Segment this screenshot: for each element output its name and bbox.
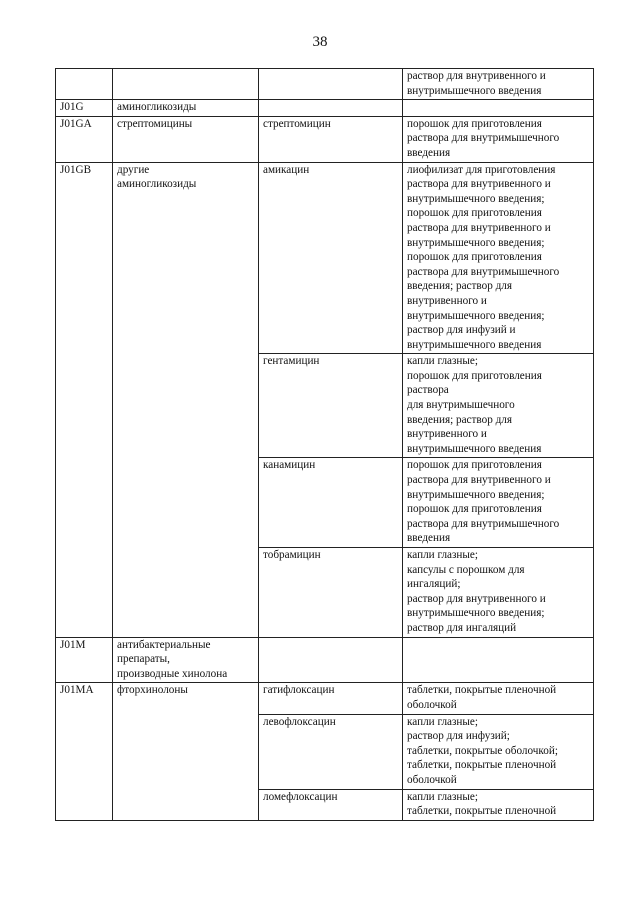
drug-name-cell: амикацин — [259, 162, 403, 354]
atc-code-cell: J01GA — [56, 116, 113, 162]
group-cell: фторхинолоны — [113, 683, 259, 820]
table-row — [56, 637, 594, 683]
drug-name-cell: гентамицин — [259, 354, 403, 458]
table-row — [56, 100, 594, 117]
drug-table — [55, 68, 594, 821]
table-row — [56, 683, 594, 714]
atc-code-cell: J01G — [56, 100, 113, 117]
dosage-form-cell — [403, 637, 594, 683]
dosage-form-cell: порошок для приготовления раствора для внутримышечного введения — [403, 116, 594, 162]
group-cell: антибактериальные препараты, производные хинолона — [113, 637, 259, 683]
drug-name-cell: гатифлоксацин — [259, 683, 403, 714]
dosage-form-cell: таблетки, покрытые пленочной оболочкой — [403, 683, 594, 714]
table-row — [56, 69, 594, 100]
atc-code-cell — [56, 69, 113, 100]
table-row — [56, 116, 594, 162]
drug-name-cell: ломефлоксацин — [259, 789, 403, 820]
dosage-form-cell — [403, 100, 594, 117]
dosage-form-cell: капли глазные; таблетки, покрытые пленочной — [403, 789, 594, 820]
dosage-form-cell: капли глазные; раствор для инфузий; таблетки, покрытые оболочкой; таблетки, покрытые пленочной оболочкой — [403, 714, 594, 789]
drug-name-cell: стрептомицин — [259, 116, 403, 162]
drug-name-cell — [259, 100, 403, 117]
drug-name-cell: тобрамицин — [259, 548, 403, 638]
group-cell: аминогликозиды — [113, 100, 259, 117]
drug-name-cell — [259, 69, 403, 100]
drug-name-cell — [259, 637, 403, 683]
dosage-form-cell: капли глазные; капсулы с порошком для ингаляций; раствор для внутривенного и внутримышечного введения; раствор для ингаляций — [403, 548, 594, 638]
atc-code-cell: J01MA — [56, 683, 113, 820]
atc-code-cell: J01M — [56, 637, 113, 683]
dosage-form-cell: раствор для внутривенного и внутримышечного введения — [403, 69, 594, 100]
dosage-form-cell: капли глазные; порошок для приготовления раствора для внутримышечного введения; раствор для внутривенного и внутримышечного введения — [403, 354, 594, 458]
atc-code-cell: J01GB — [56, 162, 113, 637]
page-number: 38 — [312, 34, 328, 50]
group-cell — [113, 69, 259, 100]
group-cell: стрептомицины — [113, 116, 259, 162]
table-row — [56, 162, 594, 354]
drug-name-cell: канамицин — [259, 458, 403, 548]
drug-name-cell: левофлоксацин — [259, 714, 403, 789]
dosage-form-cell: лиофилизат для приготовления раствора для внутривенного и внутримышечного введения; порошок для приготовления раствора для внутривенного и внутримышечного введения; порошок для приготовления раствора для внутримышечного введения; раствор для внутривенного и внутримышечного введения; раствор для инфузий и внутримышечного введения — [403, 162, 594, 354]
group-cell: другие аминогликозиды — [113, 162, 259, 637]
dosage-form-cell: порошок для приготовления раствора для внутривенного и внутримышечного введения; порошок для приготовления раствора для внутримышечного введения — [403, 458, 594, 548]
